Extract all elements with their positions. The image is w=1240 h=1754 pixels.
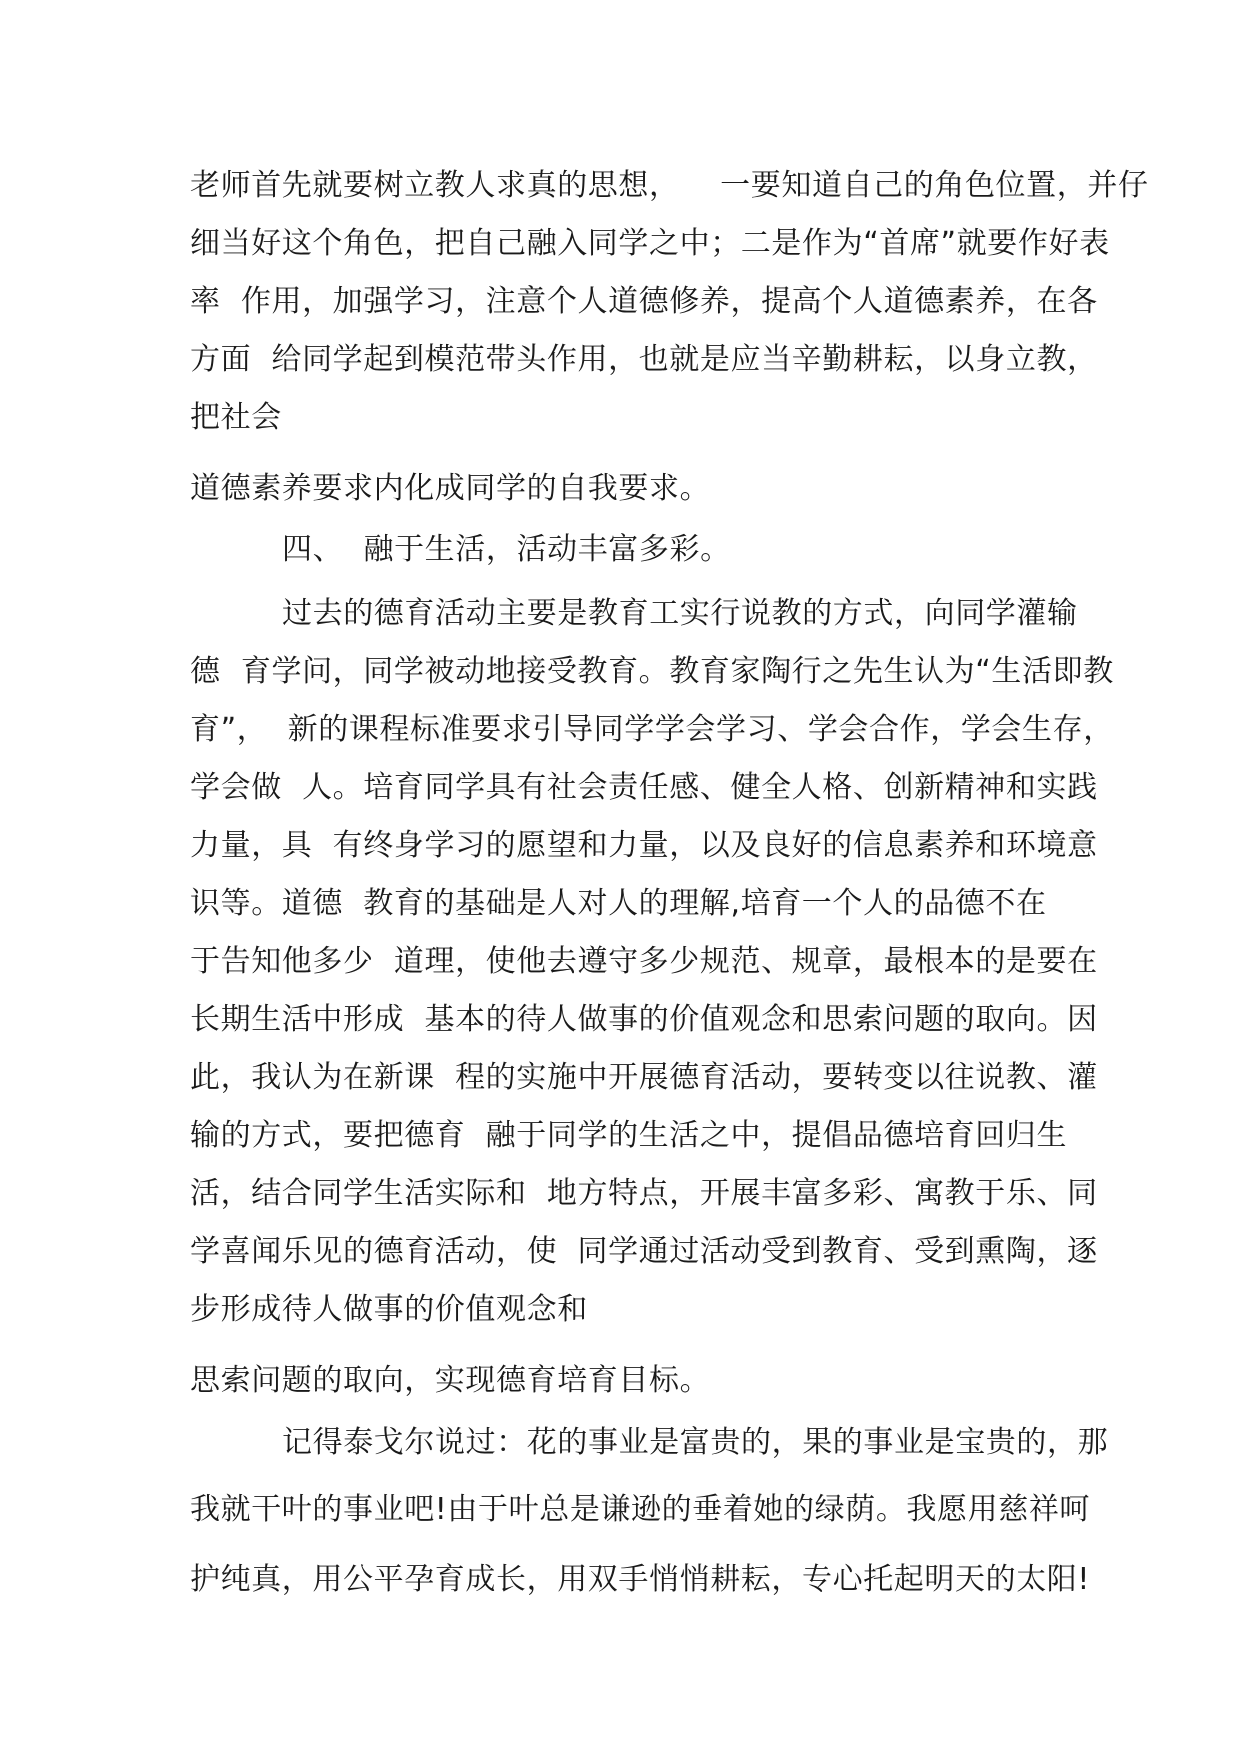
paragraph-line: 此，我认为在新课 程的实施中开展德育活动，要转变以往说教、灌 — [190, 1060, 1098, 1095]
paragraph-line: 学喜闻乐见的德育活动，使 同学通过活动受到教育、受到熏陶，逐 — [190, 1234, 1098, 1269]
paragraph-line: 过去的德育活动主要是教育工实行说教的方式，向同学灌输 — [282, 596, 1078, 631]
paragraph-line: 细当好这个角色，把自己融入同学之中；二是作为“首席”就要作好表 — [190, 226, 1110, 261]
paragraph-line: 道德素养要求内化成同学的自我要求。 — [190, 471, 711, 506]
paragraph-line: 长期生活中形成 基本的待人做事的价值观念和思索问题的取向。因 — [190, 1002, 1098, 1037]
paragraph-line: 德 育学问，同学被动地接受教育。教育家陶行之先生认为“生活即教 — [190, 654, 1114, 689]
paragraph-line: 老师首先就要树立教人求真的思想， 一要知道自己的角色位置，并仔 — [190, 168, 1149, 203]
paragraph-line: 护纯真，用公平孕育成长，用双手悄悄耕耘，专心托起明天的太阳! — [190, 1562, 1091, 1597]
paragraph-line: 把社会 — [190, 400, 282, 435]
paragraph-line: 于告知他多少 道理，使他去遵守多少规范、规章，最根本的是要在 — [190, 944, 1098, 979]
paragraph-line: 思索问题的取向，实现德育培育目标。 — [190, 1363, 711, 1398]
paragraph-line: 学会做 人。培育同学具有社会责任感、健全人格、创新精神和实践 — [190, 770, 1098, 805]
paragraph-line: 率 作用，加强学习，注意个人道德修养，提高个人道德素养，在各 — [190, 284, 1098, 319]
paragraph-line: 记得泰戈尔说过：花的事业是富贵的，果的事业是宝贵的，那 — [282, 1425, 1109, 1460]
paragraph-line: 我就干叶的事业吧!由于叶总是谦逊的垂着她的绿荫。我愿用慈祥呵 — [190, 1492, 1091, 1527]
paragraph-line: 方面 给同学起到模范带头作用，也就是应当辛勤耕耘，以身立教， — [190, 342, 1098, 377]
paragraph-line: 步形成待人做事的价值观念和 — [190, 1292, 588, 1327]
paragraph-line: 力量，具 有终身学习的愿望和力量，以及良好的信息素养和环境意 — [190, 828, 1098, 863]
section-heading: 四、 融于生活，活动丰富多彩。 — [282, 532, 731, 567]
paragraph-line: 识等。道德 教育的基础是人对人的理解,培育一个人的品德不在 — [190, 886, 1047, 921]
paragraph-line: 输的方式，要把德育 融于同学的生活之中，提倡品德培育回归生 — [190, 1118, 1068, 1153]
paragraph-line: 活，结合同学生活实际和 地方特点，开展丰富多彩、寓教于乐、同 — [190, 1176, 1098, 1211]
paragraph-line: 育”， 新的课程标准要求引导同学学会学习、学会合作，学会生存， — [190, 712, 1114, 747]
